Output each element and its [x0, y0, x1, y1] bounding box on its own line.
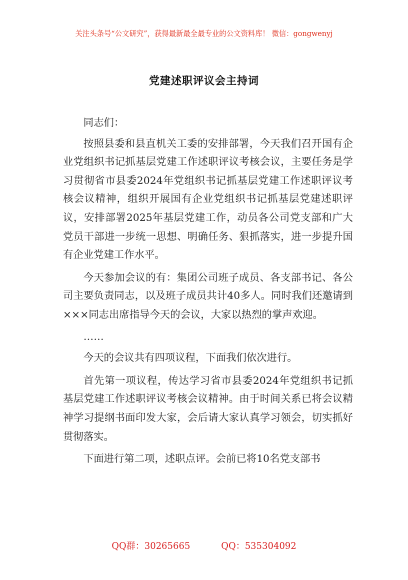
- paragraph-intro: 按照县委和县直机关工委的安排部署，今天我们召开国有企业党组织书记抓基层党建工作述职评议考核会议，主要任务是学习贯彻省市县委2024年党组织书记抓基层党建工作述职评议考核会议精神，组织开展国有企业党组织书记抓基层党建述职评议，安排部署2025年基层党建工作，动员各公司党支部和广大党员干部进一步统一思想、明确任务、狠抓落实，进一步提升国有企业党建工作水平。: [63, 138, 353, 262]
- paragraph-item-one: 首先第一项议程，传达学习省市县委2024年党组织书记抓基层党建工作述职评议考核会议精神。由于时间关系已将会议精神学习提纲书面印发大家，会后请大家认真学习领会，切实抓好贯彻落实。: [63, 375, 353, 443]
- paragraph-item-two: 下面进行第二项，述职点评。会前已将10名党支部书: [83, 454, 321, 466]
- header-banner: 关注头条号“公文研究”，获得最新最全最专业的公文资料库！ 微信：gongwenyj: [75, 29, 333, 38]
- paragraph-attendees: 今天参加会议的有：集团公司班子成员、各支部书记、各公司主要负责同志，以及班子成员共计40多人。同时我们还邀请到×××同志出席指导今天的会议，大家以热烈的掌声欢迎。: [63, 272, 353, 321]
- document-title: 党建述职评议会主持词: [149, 75, 259, 87]
- footer-qq-group: QQ群：30265665: [111, 542, 191, 552]
- footer-contacts: [0, 539, 408, 552]
- document-body: [63, 115, 353, 470]
- paragraph-ellipsis: ……: [83, 331, 104, 343]
- footer-qq: QQ：535304092: [221, 542, 297, 552]
- paragraph-agenda: 今天的会议共有四项议程，下面我们依次进行。: [83, 353, 298, 365]
- salutation: 同志们：: [83, 118, 125, 129]
